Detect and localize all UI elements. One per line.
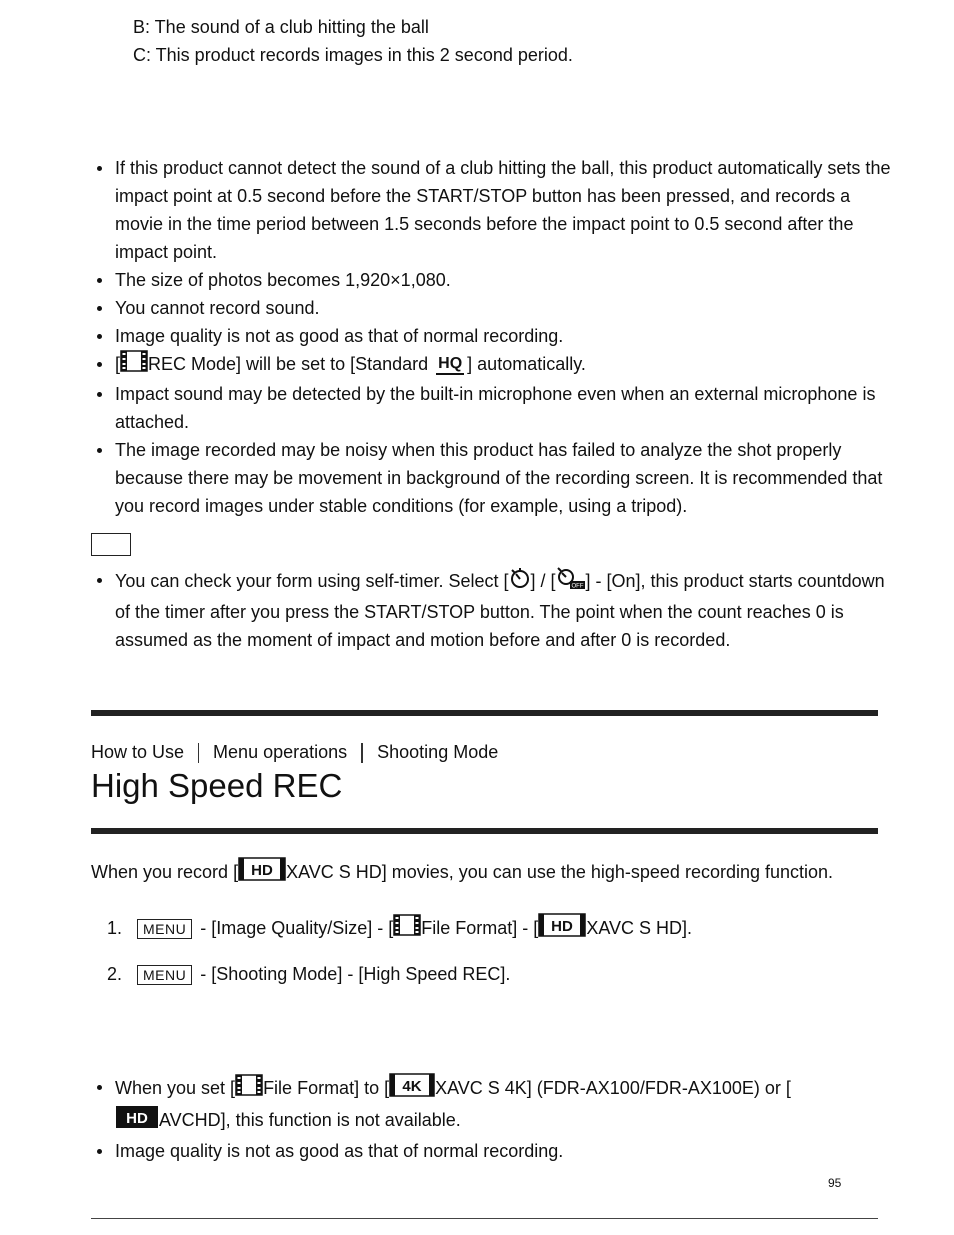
self-timer-icon (509, 567, 531, 597)
legend-line-c: C: This product records images in this 2 second period. (133, 45, 573, 65)
list-item: You cannot record sound. (91, 294, 891, 322)
breadcrumb-item-shooting-mode[interactable]: Shooting Mode (377, 742, 499, 762)
film-hd-solid-icon (115, 1105, 159, 1137)
breadcrumb-separator (361, 743, 363, 763)
svg-text:4K: 4K (402, 1078, 422, 1095)
list-item: Image quality is not as good as that of normal recording. (91, 322, 891, 350)
svg-text:HD: HD (126, 1110, 148, 1127)
film-hd-icon (238, 857, 286, 889)
svg-text:HD: HD (251, 862, 273, 879)
list-item: [ REC Mode] will be set to [Standard HQ ] automatically. (91, 350, 891, 380)
list-item: The image recorded may be noisy when this product has failed to analyze the shot properly because there may be movement in background of the recording screen. It is recommended that you record images under stable conditions (for example, using a tripod). (91, 436, 891, 520)
breadcrumb-item-menu-operations[interactable]: Menu operations (213, 742, 348, 762)
list-item: Image quality is not as good as that of normal recording. (91, 1137, 891, 1165)
breadcrumb-separator (198, 743, 199, 763)
page-title: High Speed REC (91, 767, 343, 804)
legend-line-b: B: The sound of a club hitting the ball (133, 17, 429, 37)
notes-list-2 (91, 1073, 891, 1165)
hint-list (91, 566, 891, 654)
list-item: You can check your form using self-timer. Select [ ] / [ OFF ] - [On], this product starts countdown of the timer after you press the START/STOP button. The point when the count reaches 0 is assumed as the moment of impact and motion before and after 0 is recorded. (91, 566, 891, 654)
menu-key-icon[interactable]: MENU (137, 919, 192, 939)
svg-text:OFF: OFF (571, 583, 584, 590)
list-item: Impact sound may be detected by the built-in microphone even when an external microphone is attached. (91, 380, 891, 436)
intro-paragraph: When you record [ HD XAVC S HD] movies, you can use the high-speed recording function. (91, 857, 833, 889)
breadcrumb (91, 739, 498, 765)
svg-text:HD: HD (551, 918, 574, 935)
section-divider (91, 710, 878, 716)
list-item: When you set [ File Format] to [ 4K XAVC S 4K] (FDR-AX100/FDR-AX100E) or [ HD AVCHD], this function is not available. (91, 1073, 891, 1137)
list-item: The size of photos becomes 1,920×1,080. (91, 266, 891, 294)
menu-key-icon[interactable]: MENU (137, 965, 192, 985)
film-hd-icon (538, 913, 586, 945)
step-1: 1. MENU - [Image Quality/Size] - [ File Format] - [ HD XAVC S HD]. (107, 913, 692, 945)
film-icon (235, 1074, 263, 1104)
hq-quality-icon: HQ (436, 355, 464, 375)
hint-label-box (91, 533, 131, 556)
film-icon (393, 914, 421, 944)
title-divider (91, 828, 878, 834)
film-icon (120, 350, 148, 380)
footer-rule (91, 1218, 878, 1219)
self-timer-off-icon (556, 566, 586, 598)
list-item: If this product cannot detect the sound of a club hitting the ball, this product automatically sets the impact point at 0.5 second before the START/STOP button has been pressed, and records a movie in the time period between 1.5 seconds before the impact point to 0.5 second after the impact point. (91, 154, 891, 266)
notes-list (91, 154, 891, 520)
page-number: 95 (828, 1176, 842, 1190)
breadcrumb-item-how-to-use[interactable]: How to Use (91, 742, 185, 762)
step-2: 2. MENU - [Shooting Mode] - [High Speed REC]. (107, 964, 511, 984)
film-4k-icon (389, 1073, 435, 1105)
